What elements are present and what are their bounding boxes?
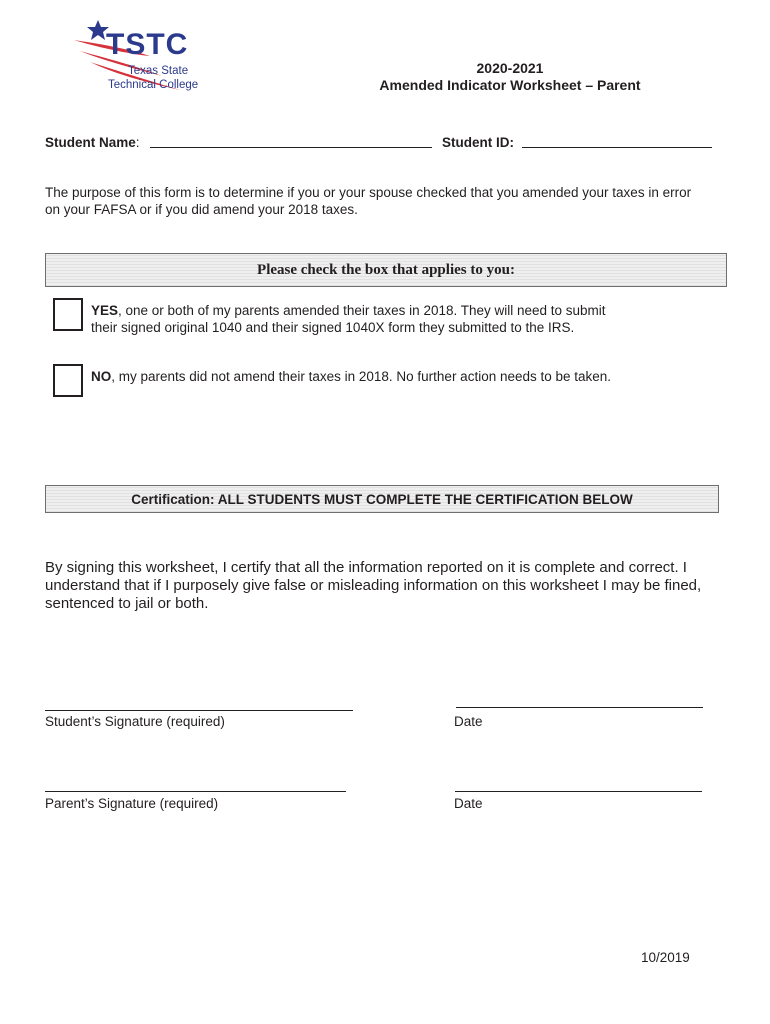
yes-keyword: YES: [91, 303, 119, 318]
cert-line2: understand that if I purposely give false or misleading information on this worksheet I may be fined,: [45, 577, 702, 594]
yes-option-text: [91, 302, 606, 336]
no-keyword: NO: [91, 369, 112, 384]
tstc-logo: [70, 18, 235, 96]
no-option-text: [91, 368, 611, 385]
date-label-1: Date: [454, 714, 483, 729]
logo-line1: Texas State: [128, 65, 189, 77]
student-name-colon: :: [135, 135, 140, 150]
yes-checkbox[interactable]: [53, 298, 83, 331]
student-signature-label: Student’s Signature (required): [45, 714, 225, 729]
student-id-label: Student ID:: [442, 135, 514, 150]
date-label-2: Date: [454, 796, 483, 811]
no-checkbox[interactable]: [53, 364, 83, 397]
parent-signature-line[interactable]: [45, 791, 346, 792]
revision-date: 10/2019: [641, 950, 690, 965]
certification-banner-text: Certification: ALL STUDENTS MUST COMPLETE THE CERTIFICATION BELOW: [131, 491, 633, 507]
check-instruction-text: Please check the box that applies to you:: [257, 261, 515, 278]
parent-signature-label: Parent’s Signature (required): [45, 796, 219, 811]
logo-line2: Technical College: [108, 79, 199, 91]
student-name-line[interactable]: [150, 147, 432, 148]
purpose-paragraph: [45, 184, 691, 218]
form-title: Amended Indicator Worksheet – Parent: [379, 77, 641, 93]
cert-line3: sentenced to jail or both.: [45, 595, 209, 612]
certification-banner: [45, 485, 719, 513]
certification-paragraph: [45, 559, 701, 613]
yes-line1: , one or both of my parents amended their taxes in 2018. They will need to submit: [118, 303, 606, 318]
purpose-line2: on your FAFSA or if you did amend your 2018 taxes.: [45, 202, 358, 217]
student-name-label: Student Name: [45, 135, 136, 150]
date-line-2[interactable]: [455, 791, 702, 792]
no-rest: , my parents did not amend their taxes in 2018. No further action needs to be taken.: [111, 369, 612, 384]
student-signature-line[interactable]: [45, 710, 353, 711]
student-id-line[interactable]: [522, 147, 712, 148]
cert-line1: By signing this worksheet, I certify that all the information reported on it is complete and correct. I: [45, 559, 687, 576]
student-name-label-wrap: [45, 135, 140, 150]
form-year: 2020-2021: [476, 60, 544, 76]
yes-line2: their signed original 1040 and their signed 1040X form they submitted to the IRS.: [91, 320, 575, 335]
logo-acronym: TSTC: [106, 28, 189, 61]
purpose-line1: The purpose of this form is to determine if you or your spouse checked that you amended your taxes in error: [45, 185, 692, 200]
date-line-1[interactable]: [456, 707, 703, 708]
check-instruction-banner: [45, 253, 727, 287]
